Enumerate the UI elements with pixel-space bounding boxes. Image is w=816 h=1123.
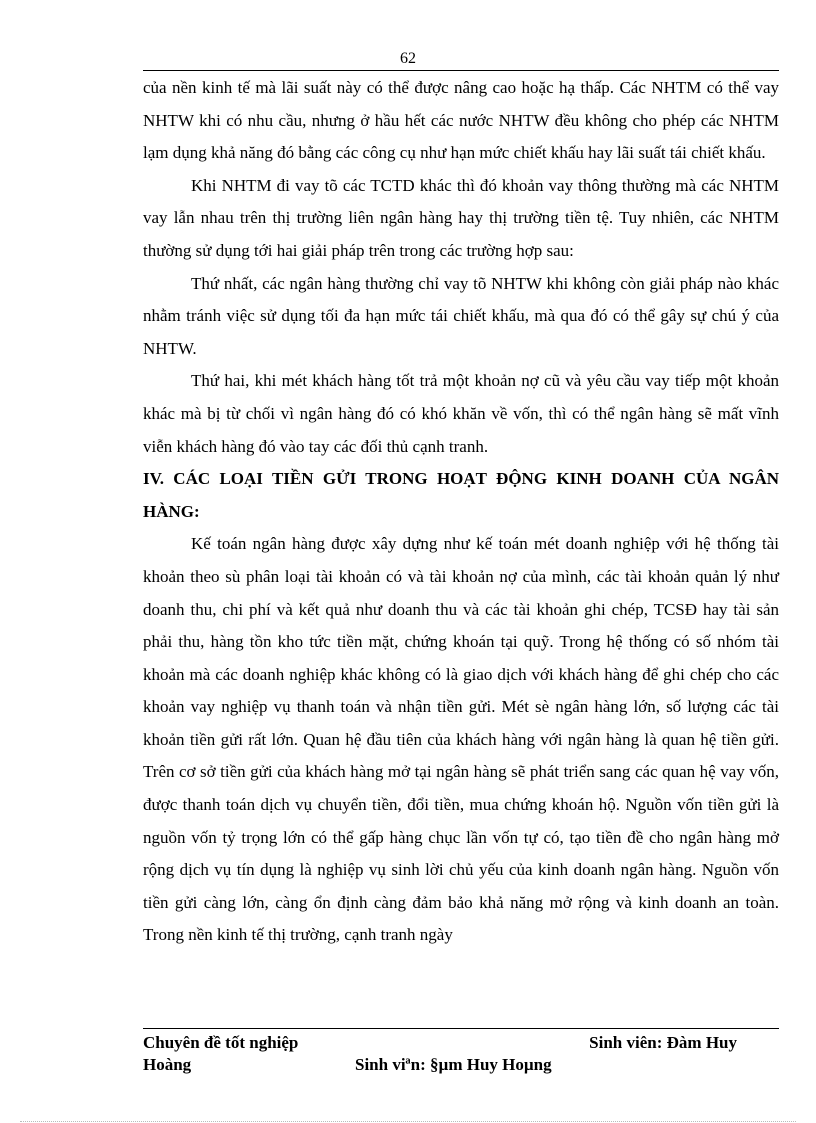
paragraph-deposit-accounting: Kế toán ngân hàng được xây dựng như kế toán mét doanh nghiệp với hệ thống tài khoản theo sù phân loại tài khoản có và tài khoản nợ của mình, các tài khoản quản lý như doanh thu, chi phí và kết quả như doanh thu và các tài khoản ghi chép, TCSĐ hay tài sản phải thu, hàng tồn kho tức tiền mặt, chứng khoán tại quỹ. Trong hệ thống có số nhóm tài khoản mà các doanh nghiệp khác không có là giao dịch với khách hàng để ghi chép cho các khoản vay nghiệp vụ thanh toán và nhận tiền gửi. Mét sè ngân hàng lớn, số lượng các tài khoản tiền gửi rất lớn. Quan hệ đầu tiên của khách hàng với ngân hàng là quan hệ tiền gửi. Trên cơ sở tiền gửi của khách hàng mở tại ngân hàng sẽ phát triển sang các quan hệ vay vốn, được thanh toán dịch vụ chuyển tiền, đổi tiền, mua chứng khoán hộ. Nguồn vốn tiền gửi là nguồn vốn tỷ trọng lớn có thể gấp hàng chục lần vốn tự có, tạo tiền đề cho ngân hàng mở rộng dịch vụ tín dụng là nghiệp vụ sinh lời chủ yếu của kinh doanh ngân hàng. Nguồn vốn tiền gửi càng lớn, càng ổn định càng đảm bảo khả năng mở rộng và kinh doanh an toàn. Trong nền kinh tế thị trường, cạnh tranh ngày [143,534,779,945]
page-number: 62 [400,50,416,67]
paragraph-continuation: của nền kinh tế mà lãi suất này có thể được nâng cao hoặc hạ thấp. Các NHTM có thể vay NHTW khi có nhu cầu, nhưng ở hầu hết các nước NHTW đều không cho phép các NHTM lạm dụng khả năng đó bằng các công cụ như hạn mức chiết khấu hay lãi suất tái chiết khấu. [143,78,779,163]
page-edge [20,1121,796,1122]
footer-rule [143,1028,779,1029]
paragraph-interbank-borrowing: Khi NHTM đi vay tõ các TCTD khác thì đó khoản vay thông thường mà các NHTM vay lẫn nhau trên thị trường liên ngân hàng hay thị trường tiền tệ. Tuy nhiên, các NHTM thường sử dụng tới hai giải pháp trên trong các trường hợp sau: [143,175,779,260]
footer-student-garbled: Sinh viªn: §µm Huy Hoµng [355,1055,552,1074]
paragraph-second-case: Thứ hai, khi mét khách hàng tốt trả một khoản nợ cũ và yêu cầu vay tiếp một khoản khác mà bị từ chối vì ngân hàng đó có khó khăn về vốn, thì có thể ngân hàng sẽ mất vĩnh viễn khách hàng đó vào tay các đối thủ cạnh tranh. [143,371,779,456]
footer-student-surname: Hoàng [143,1055,192,1074]
footer-student-label: Sinh viên: Đàm Huy [589,1033,737,1052]
footer-thesis-label: Chuyên đề tốt nghiệp [143,1033,299,1052]
header-rule [143,70,779,71]
section-heading: IV. CÁC LOẠI TIỀN GỬI TRONG HOẠT ĐỘNG KINH DOANH CỦA NGÂN HÀNG: [143,469,779,521]
paragraph-first-case: Thứ nhất, các ngân hàng thường chỉ vay tõ NHTW khi không còn giải pháp nào khác nhằm tránh việc sử dụng tối đa hạn mức tái chiết khấu, mà qua đó có thể gây sự chú ý của NHTW. [143,273,779,358]
document-body [143,72,779,952]
